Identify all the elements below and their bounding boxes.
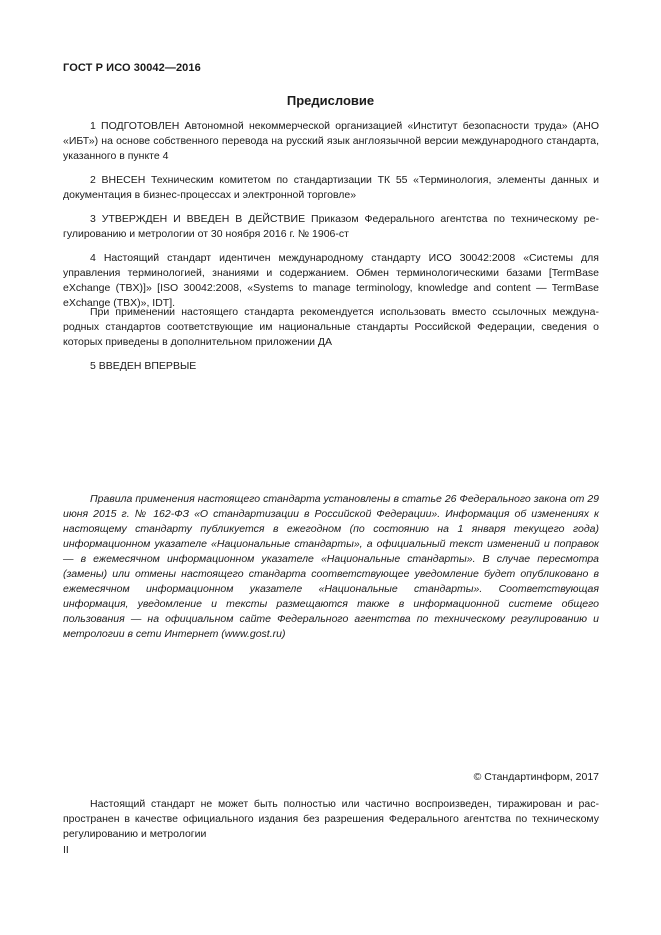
paragraph-prepared-by: 1 ПОДГОТОВЛЕН Автономной некоммерческой организацией «Институт безопасности труда» (АНО «ИБТ») на основе собственного перевода на русский язык англоязычной версии международного стандарта, указанного в пункте 4 <box>63 120 599 162</box>
paragraph-approved: 3 УТВЕРЖДЕН И ВВЕДЕН В ДЕЙСТВИЕ Приказом Федерального агентства по техническому регулированию и метрологии от 30 ноября 2016 г. № 1906-ст <box>63 213 599 240</box>
paragraph-reference-note: При применении настоящего стандарта рекомендуется использовать вместо ссылочных международных стандартов соответствующие им национальные стандарты Российской Федерации, сведения о которых приведены в дополнительном приложении ДА <box>63 306 599 348</box>
paragraph-identical-standard: 4 Настоящий стандарт идентичен международному стандарту ИСО 30042:2008 «Системы для управления терминологией, знаниями и содержанием. Обмен терминологическими базами [TermBase eXchange (TBX)]» [ISO 30042:2008, «Systems to manage terminology, knowledge and content — TermBase eXchange (TBX)», IDT]. <box>63 252 599 309</box>
paragraph-first-introduced: 5 ВВЕДЕН ВПЕРВЫЕ <box>90 360 197 372</box>
page-title: Предисловие <box>286 93 375 108</box>
paragraph-submitted-by: 2 ВНЕСЕН Техническим комитетом по стандартизации ТК 55 «Терминология, элементы данных и документация в бизнес-процессах и электронной торговле» <box>63 174 599 201</box>
copyright-line: © Стандартинформ, 2017 <box>473 771 599 783</box>
page-number: II <box>63 844 69 856</box>
reproduction-notice: Настоящий стандарт не может быть полностью или частично воспроизведен, тиражирован и распространен в качестве официального издания без разрешения Федерального агентства по техническому регулированию и метрологии <box>63 798 599 840</box>
document-code-header: ГОСТ Р ИСО 30042—2016 <box>63 62 201 74</box>
notice-application-rules: Правила применения настоящего стандарта установлены в статье 26 Федерального закона от 29 июня 2015 г. № 162-ФЗ «О стандартизации в Российской Федерации». Информация об изменениях к настоящему стандарту публикуется в ежегодном (по состоянию на 1 января текущего года) информационном указателе «Национальные стандарты», а официальный текст изменений и поправок — в ежемесячном информационном указателе «Национальные стандарты». В случае пересмотра (замены) или отмены настоящего стандарта соответствующее уведомление будет опубликовано в ежемесячном информационном указателе «Национальные стандарты». Соответствующая информация, уведомление и тексты размещаются также в информационной системе общего пользования — на официальном сайте Федерального агентства по техническому регулированию и метрологии в сети Интернет (www.gost.ru) <box>63 493 599 640</box>
